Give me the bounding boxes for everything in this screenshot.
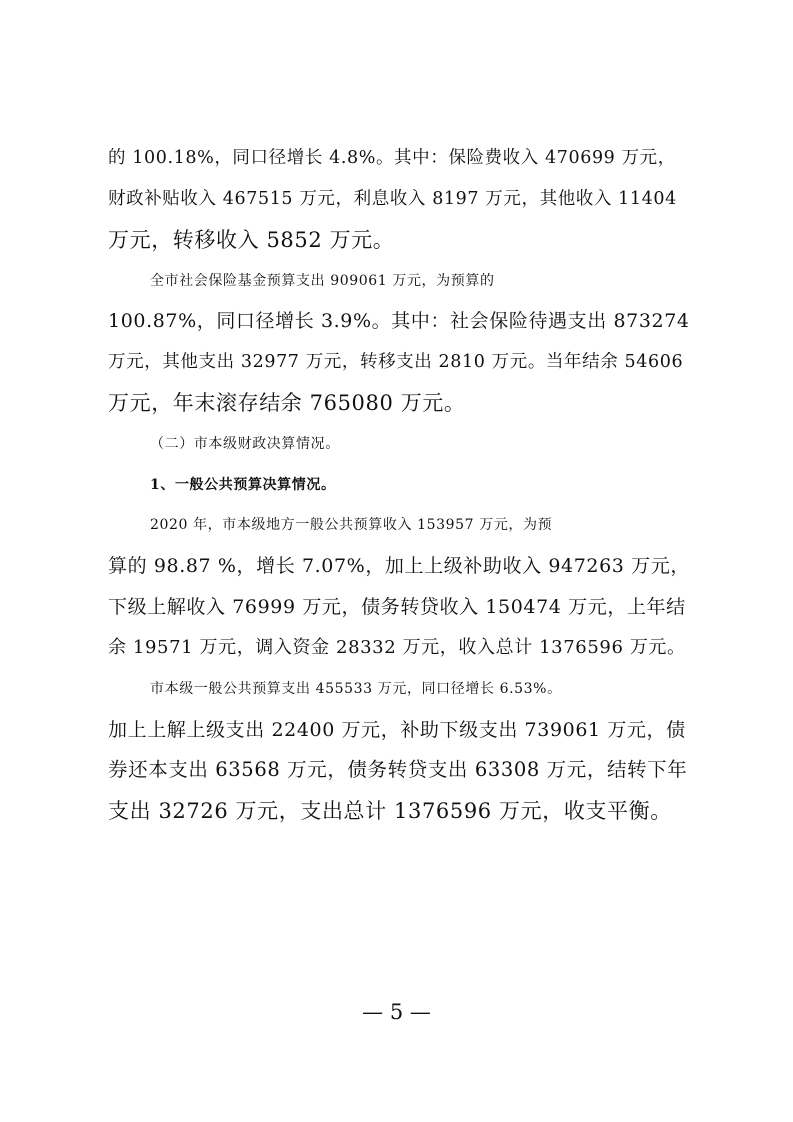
text-line: 市本级一般公共预算支出 455533 万元，同口径增长 6.53%。 (150, 681, 562, 697)
text-line: 的 100.18%，同口径增长 4.8%。其中：保险费收入 470699 万元， (108, 148, 676, 168)
text-line: 余 19571 万元，调入资金 28332 万元，收入总计 1376596 万元。 (108, 637, 686, 658)
text-line: 加上上解上级支出 22400 万元，补助下级支出 739061 万元，债 (108, 719, 686, 741)
text-line: 全市社会保险基金预算支出 909061 万元，为预算的 (150, 273, 495, 289)
text-line: 券还本支出 63568 万元，债务转贷支出 63308 万元，结转下年 (108, 758, 688, 781)
text-line: 财政补贴收入 467515 万元，利息收入 8197 万元，其他收入 11404 (108, 189, 677, 209)
text-line: 下级上解收入 76999 万元，债务转贷收入 150474 万元，上年结 (108, 596, 686, 618)
text-line: 万元，其他支出 32977 万元，转移支出 2810 万元。当年结余 54606 (108, 352, 684, 372)
page-number: — 5 — (362, 1000, 431, 1024)
text-line: 万元，转移收入 5852 万元。 (108, 228, 395, 252)
text-line: 2020 年，市本级地方一般公共预算收入 153957 万元，为预 (150, 517, 553, 533)
section-heading: （二）市本级财政决算情况。 (150, 436, 340, 452)
text-line: 万元，年末滚存结余 765080 万元。 (108, 391, 466, 415)
text-line: 100.87%，同口径增长 3.9%。其中：社会保险待遇支出 873274 (108, 310, 690, 332)
text-line: 算的 98.87 %，增长 7.07%，加上上级补助收入 947263 万元， (108, 555, 690, 577)
subsection-heading: 1、一般公共预算决算情况。 (150, 477, 336, 493)
text-line: 支出 32726 万元，支出总计 1376596 万元，收支平衡。 (108, 799, 672, 823)
